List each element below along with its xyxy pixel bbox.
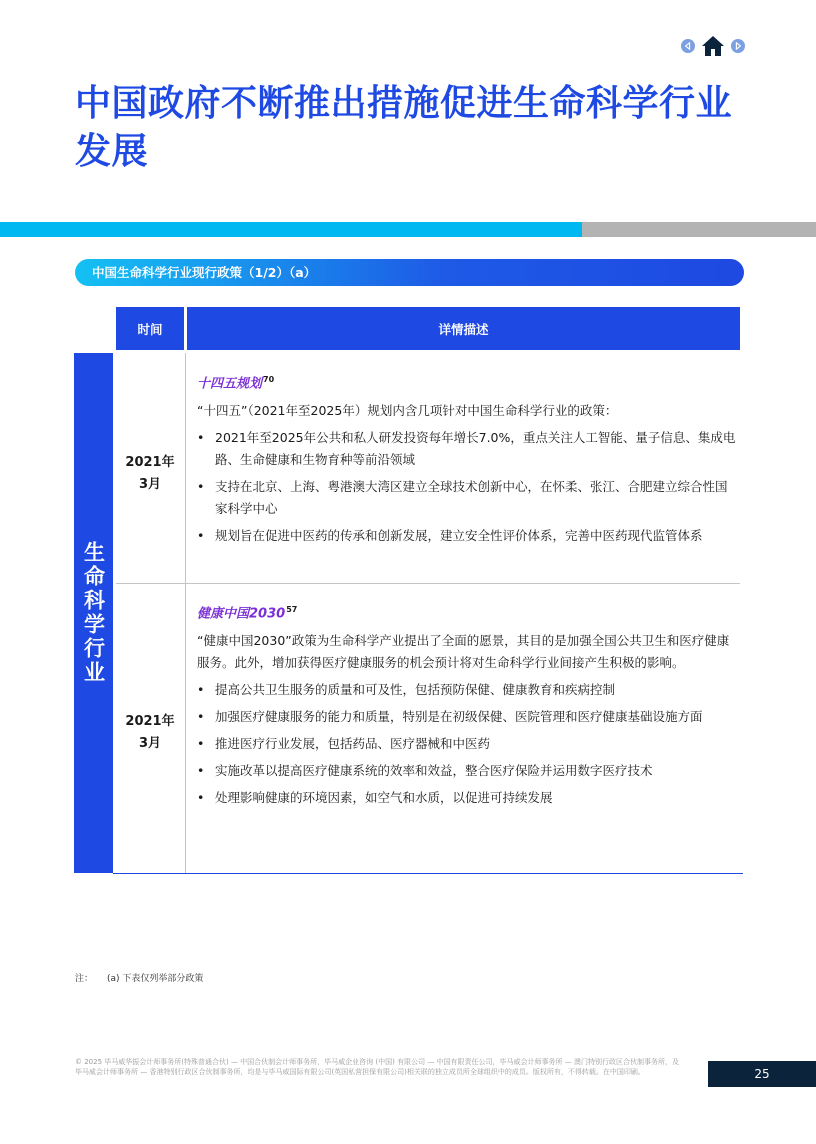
date-month: 3月 — [138, 736, 162, 751]
page-number: 25 — [708, 1061, 816, 1087]
list-item: • 推进医疗行业发展，包括药品、医疗器械和中医药 — [197, 733, 737, 755]
policy-intro: “健康中国2030”政策为生命科学产业提出了全面的愿景，其目的是加强全国公共卫生和医疗健康服务。此外，增加获得医疗健康服务的机会预计将对生命科学行业间接产生积极的影响。 — [197, 633, 730, 671]
date-year: 2021年 — [125, 714, 175, 729]
list-item: • 2021年至2025年公共和私人研发投资每年增长7.0%，重点关注人工智能、量子信息、集成电路、生命健康和生物育种等前沿领域 — [197, 427, 737, 471]
list-item: • 支持在北京、上海、粤港澳大湾区建立全球技术创新中心，在怀柔、张江、合肥建立综合性国家科学中心 — [197, 476, 737, 520]
policy-title-text: 十四五规划 — [197, 376, 263, 392]
bullet-list — [197, 679, 737, 809]
note-label: 注： — [75, 974, 94, 984]
page-nav — [681, 34, 745, 58]
list-item: • 提高公共卫生服务的质量和可及性，包括预防保健、健康教育和疾病控制 — [197, 679, 737, 701]
table-header-time: 时间 — [116, 307, 184, 350]
date-year: 2021年 — [125, 455, 175, 470]
decorative-band-cyan — [0, 222, 582, 237]
table-header-detail: 详情描述 — [187, 307, 740, 350]
row-divider — [116, 583, 740, 584]
list-item: • 实施改革以提高医疗健康系统的效率和效益，整合医疗保险并运用数字医疗技术 — [197, 760, 737, 782]
row-date — [116, 452, 184, 496]
bullet-list — [197, 427, 737, 547]
footnote-ref: 70 — [263, 375, 275, 384]
section-title: 中国生命科学行业现行政策（1/2）（a） — [92, 265, 317, 280]
decorative-band-gray — [582, 222, 816, 237]
row-date — [116, 711, 184, 755]
policy-title — [197, 600, 737, 624]
right-arrow-icon[interactable] — [731, 39, 745, 53]
policy-intro: “十四五”（2021年至2025年）规划内含几项针对中国生命科学行业的政策： — [197, 403, 618, 419]
list-item: • 加强医疗健康服务的能力和质量，特别是在初级保健、医院管理和医疗健康基础设施方面 — [197, 706, 737, 728]
policy-title — [197, 370, 737, 394]
home-icon[interactable] — [701, 34, 725, 58]
column-divider — [185, 353, 186, 873]
copyright-footer: © 2025 毕马威华振会计师事务所(特殊普通合伙) — 中国合伙制会计师事务所，毕马威企业咨询 (中国) 有限公司 — 中国有限责任公司，毕马威会计师事务所 — 澳门特别行政区合伙制事务所，及毕马威会计师事务所 — 香港特别行政区合伙制事务所，均是与毕马威国际有限公司(英国私营担保有限公司)相关联的独立成员所全球组织中的成员。版权所有，不得转载。在中国印刷。 — [75, 1058, 679, 1076]
left-arrow-icon[interactable] — [681, 39, 695, 53]
footnote-ref: 57 — [286, 605, 298, 614]
table-row — [197, 370, 737, 552]
date-month: 3月 — [138, 477, 162, 492]
table-row — [197, 600, 737, 814]
note-text: (a) 下表仅列举部分政策 — [107, 974, 204, 984]
policy-title-text: 健康中国2030 — [197, 606, 286, 622]
footnote — [75, 971, 203, 984]
section-header-bar — [75, 259, 744, 286]
list-item: • 规划旨在促进中医药的传承和创新发展，建立安全性评价体系，完善中医药现代监管体系 — [197, 525, 737, 547]
side-category-label — [74, 353, 113, 873]
table-bottom-rule — [113, 873, 743, 874]
list-item: • 处理影响健康的环境因素，如空气和水质，以促进可持续发展 — [197, 787, 737, 809]
side-category-text: 生命科学行业 — [81, 541, 106, 685]
page-title: 中国政府不断推出措施促进生命科学行业发展 — [75, 83, 733, 172]
